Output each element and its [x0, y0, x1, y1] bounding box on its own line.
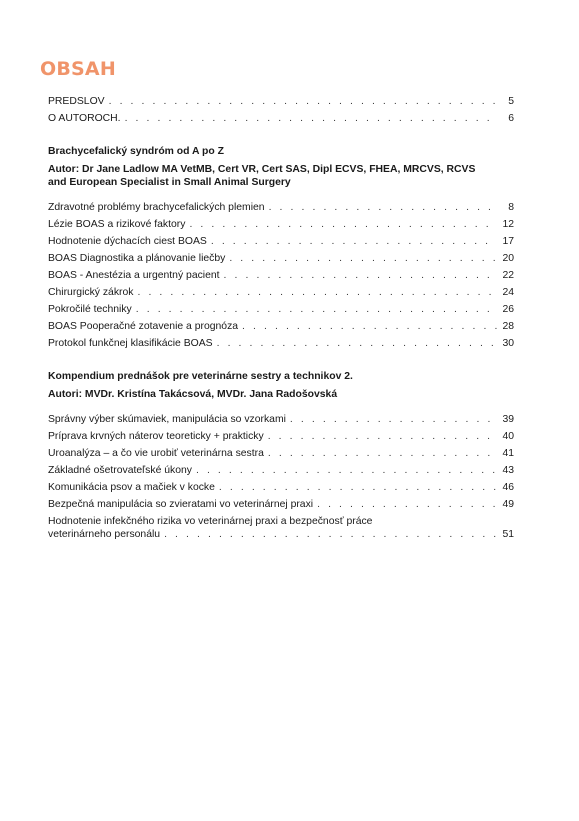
- toc-entry-title: PREDSLOV: [48, 96, 105, 107]
- toc-entry[interactable]: [48, 481, 514, 494]
- toc-entry[interactable]: [48, 413, 514, 426]
- toc-entry-page: 28: [502, 321, 514, 332]
- toc-entry-page: 41: [502, 448, 514, 459]
- toc-entry[interactable]: [48, 430, 514, 443]
- section-title: Kompendium prednášok pre veterinárne sestry a technikov 2.: [48, 371, 353, 382]
- toc-leader-dots: [125, 112, 497, 125]
- toc-leader-dots: [269, 201, 497, 214]
- toc-entry-title: Príprava krvných náterov teoreticky + prakticky: [48, 431, 264, 442]
- toc-entry-title: BOAS - Anestézia a urgentný pacient: [48, 270, 220, 281]
- toc-entry-title: Hodnotenie dýchacích ciest BOAS: [48, 236, 207, 247]
- toc-entry[interactable]: [48, 464, 514, 477]
- section-author: Autori: MVDr. Kristína Takácsová, MVDr. Jana Radošovská: [48, 389, 338, 400]
- toc-entry[interactable]: [48, 95, 514, 108]
- toc-leader-dots: [137, 286, 497, 299]
- toc-entry-page: 22: [502, 270, 514, 281]
- toc-entry-page: 43: [502, 465, 514, 476]
- toc-entry-title: Chirurgický zákrok: [48, 287, 134, 298]
- toc-entry-title: Pokročilé techniky: [48, 304, 132, 315]
- toc-leader-dots: [290, 413, 497, 426]
- toc-entry-page: 6: [508, 113, 514, 124]
- toc-entry-title: Uroanalýza – a čo vie urobiť veterinárna sestra: [48, 448, 264, 459]
- toc-entry-title: BOAS Diagnostika a plánovanie liečby: [48, 253, 226, 264]
- toc-entry-title-line1[interactable]: [48, 515, 514, 528]
- toc-entry-title: veterinárneho personálu: [48, 529, 161, 540]
- section-title: Brachycefalický syndróm od A po Z: [48, 146, 224, 157]
- toc-entry[interactable]: [48, 269, 514, 282]
- toc-entry-title: Komunikácia psov a mačiek v kocke: [48, 482, 215, 493]
- toc-entry[interactable]: [48, 320, 514, 333]
- toc-entry-title: Správny výber skúmaviek, manipulácia so vzorkami: [48, 414, 286, 425]
- toc-entry[interactable]: [48, 447, 514, 460]
- toc-entry-page: 40: [502, 431, 514, 442]
- toc-entry-title: Protokol funkčnej klasifikácie BOAS: [48, 338, 213, 349]
- toc-entry-title: Lézie BOAS a rizikové faktory: [48, 219, 186, 230]
- toc-entry-page: 30: [502, 338, 514, 349]
- toc-heading: OBSAH: [40, 58, 116, 80]
- toc-entry-page: 12: [502, 219, 514, 230]
- toc-entry[interactable]: [48, 112, 514, 125]
- toc-leader-dots: [136, 303, 497, 316]
- toc-entry-page: 39: [502, 414, 514, 425]
- toc-entry-page: 5: [508, 96, 514, 107]
- toc-entry-page: 49: [502, 499, 514, 510]
- toc-leader-dots: [109, 95, 497, 108]
- toc-entry[interactable]: [48, 235, 514, 248]
- toc-entry[interactable]: [48, 528, 514, 541]
- toc-entry[interactable]: [48, 218, 514, 231]
- toc-entry-title: O AUTOROCH.: [48, 113, 121, 124]
- toc-entry[interactable]: [48, 337, 514, 350]
- section-author: and European Specialist in Small Animal Surgery: [48, 177, 291, 188]
- toc-entry[interactable]: [48, 201, 514, 214]
- toc-entry-page: 8: [508, 202, 514, 213]
- toc-entry[interactable]: [48, 286, 514, 299]
- toc-leader-dots: [196, 464, 497, 477]
- toc-leader-dots: [189, 218, 497, 231]
- toc-leader-dots: [317, 498, 497, 511]
- toc-entry-title: Základné ošetrovateľské úkony: [48, 465, 192, 476]
- toc-leader-dots: [211, 235, 497, 248]
- toc-entry[interactable]: [48, 252, 514, 265]
- section-author: Autor: Dr Jane Ladlow MA VetMB, Cert VR, Cert SAS, Dipl ECVS, FHEA, MRCVS, RCVS: [48, 164, 476, 175]
- toc-entry[interactable]: [48, 303, 514, 316]
- toc-entry-title: BOAS Pooperačné zotavenie a prognóza: [48, 321, 239, 332]
- toc-entry-page: 26: [502, 304, 514, 315]
- toc-entry-title: Bezpečná manipulácia so zvieratami vo veterinárnej praxi: [48, 499, 314, 510]
- toc-leader-dots: [268, 447, 497, 460]
- toc-entry[interactable]: [48, 498, 514, 511]
- toc-leader-dots: [229, 252, 497, 265]
- toc-entry-page: 51: [502, 529, 514, 540]
- toc-leader-dots: [219, 481, 497, 494]
- toc-entry-page: 20: [502, 253, 514, 264]
- toc-leader-dots: [217, 337, 497, 350]
- toc-entry-page: 24: [502, 287, 514, 298]
- toc-leader-dots: [268, 430, 497, 443]
- toc-entry-page: 17: [502, 236, 514, 247]
- toc-entry-title: Hodnotenie infekčného rizika vo veterinárnej praxi a bezpečnosť práce: [48, 516, 373, 527]
- toc-leader-dots: [164, 528, 497, 541]
- toc-leader-dots: [242, 320, 497, 333]
- toc-leader-dots: [224, 269, 497, 282]
- toc-entry-page: 46: [502, 482, 514, 493]
- toc-entry-title: Zdravotné problémy brachycefalických plemien: [48, 202, 265, 213]
